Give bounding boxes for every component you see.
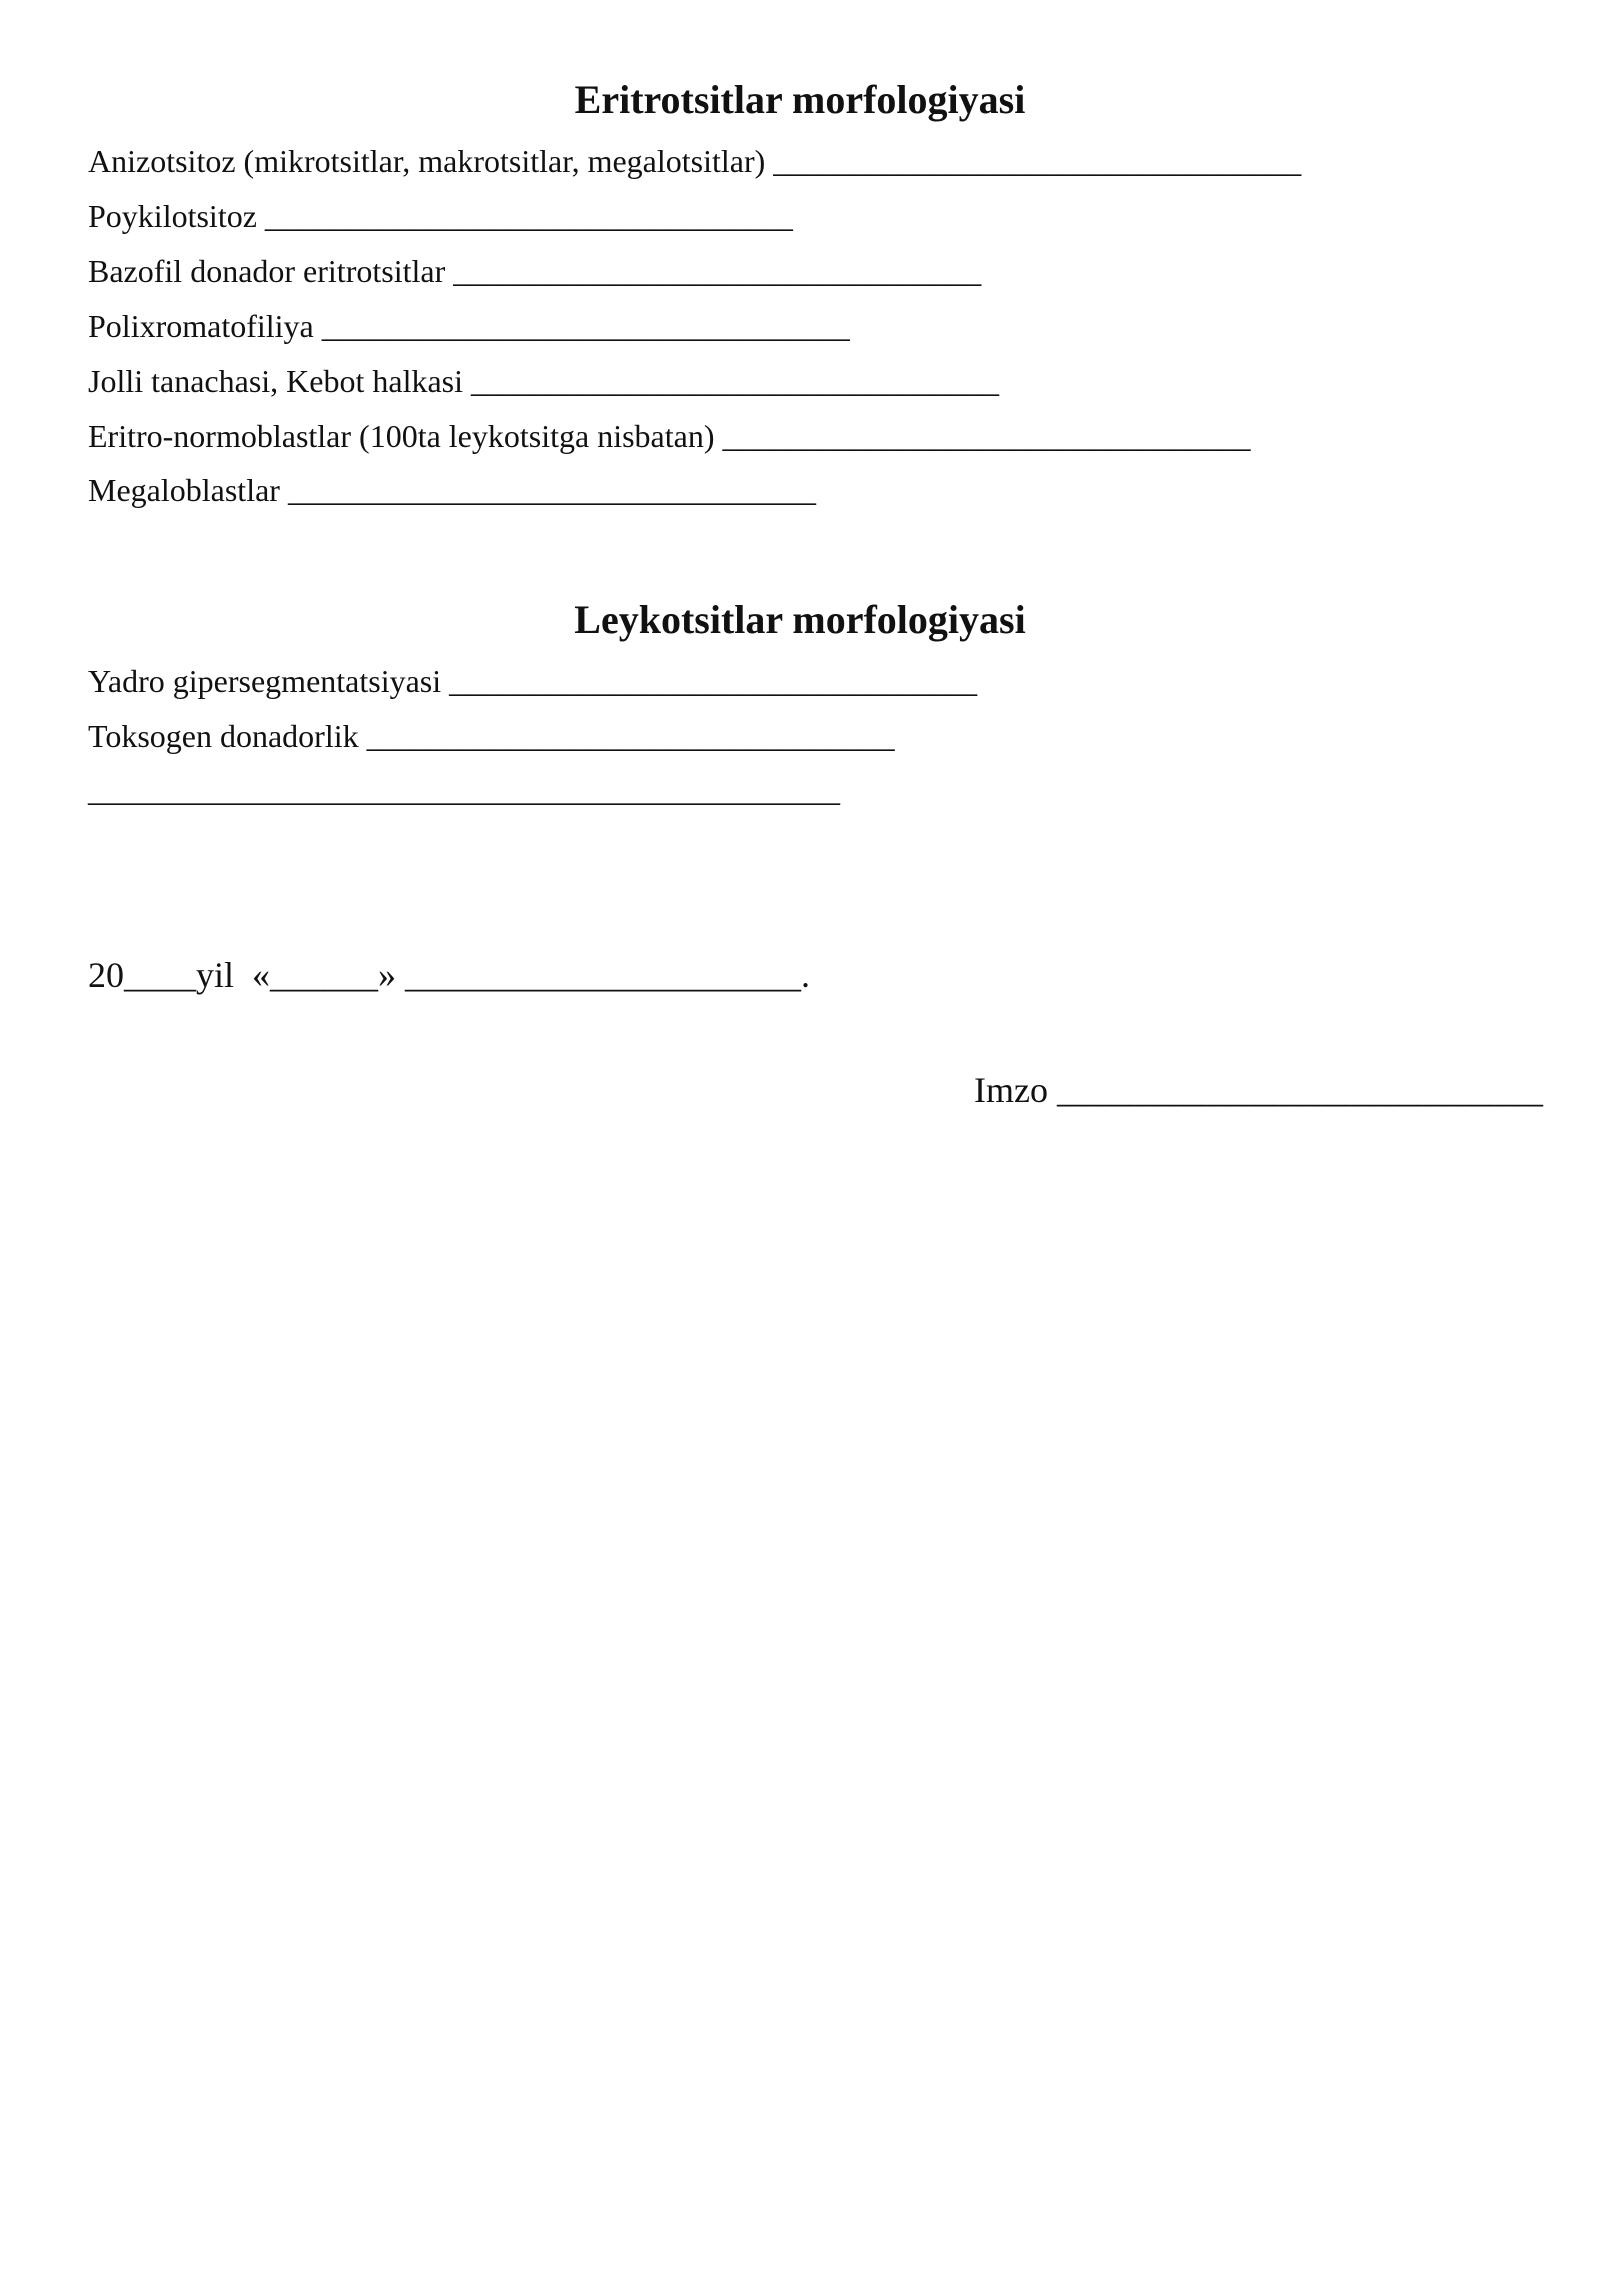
section-title-leykotsitlar: Leykotsitlar morfologiyasi (574, 597, 1026, 642)
section-title-eritrotsitlar: Eritrotsitlar morfologiyasi (574, 77, 1026, 122)
field-eritro-normoblastlar: Eritro-normoblastlar (100ta leykotsitga nisbatan) _________________________________ (88, 418, 1251, 454)
field-yadro-gipersegmentatsiyasi: Yadro gipersegmentatsiyasi _________________________________ (88, 663, 978, 699)
field-anizotsitoz: Anizotsitoz (mikrotsitlar, makrotsitlar, megalotsitlar) _________________________________ (88, 143, 1302, 179)
field-megaloblastlar: Megaloblastlar _________________________________ (88, 472, 816, 508)
field-jolli-tanachasi: Jolli tanachasi, Kebot halkasi _________________________________ (88, 363, 1000, 399)
signature-field: Imzo ___________________________ (974, 1070, 1543, 1110)
field-polixromatofiliya: Polixromatofiliya _________________________________ (88, 308, 850, 344)
field-toksogen-donadorlik: Toksogen donadorlik _________________________________ (88, 718, 895, 754)
date-field: 20____yil «______» ______________________. (88, 955, 811, 995)
field-bazofil-donador: Bazofil donador eritrotsitlar _________________________________ (88, 253, 982, 289)
field-poykilotsitoz: Poykilotsitoz _________________________________ (88, 198, 793, 234)
field-blank-line: _______________________________________________ (88, 772, 840, 808)
